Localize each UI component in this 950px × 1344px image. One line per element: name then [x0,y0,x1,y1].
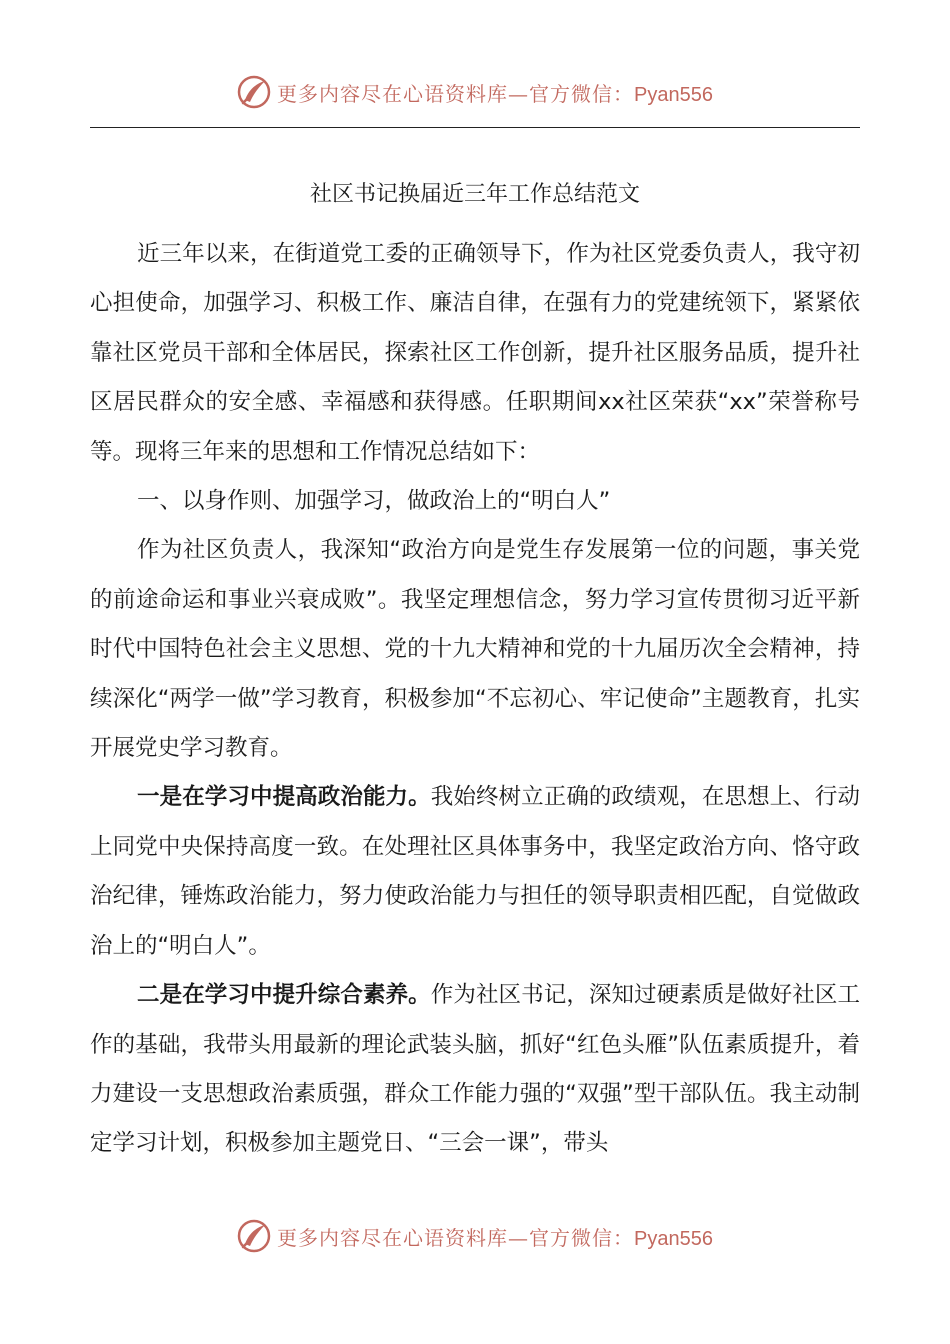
watermark-separator: — [508,81,530,106]
ink-brush-logo-icon [237,1219,271,1253]
point-2-paragraph [90,971,860,1169]
document-body [90,170,860,1169]
point-1-paragraph [90,773,860,971]
watermark-contact-label: 官方微信： [529,1225,635,1250]
watermark-text [277,78,713,107]
ink-brush-logo-icon [237,75,271,109]
point-1-text: 我始终树立正确的政绩观，在思想上、行动上同党中央保持高度一致。在处理社区具体事务中，我坚定政治方向、恪守政治纪律，锤炼政治能力，努力使政治能力与担任的领导职责相匹配，自觉做政治上的“明白人”。 [90,784,860,959]
header-divider [90,127,860,128]
header-watermark [0,70,950,114]
watermark-wechat-id: Pyan556 [634,83,713,106]
watermark-contact-label: 官方微信： [529,81,635,106]
watermark-brand: 更多内容尽在心语资料库 [277,81,509,106]
page-title: 社区书记换届近三年工作总结范文 [309,182,640,207]
intro-paragraph: 近三年以来，在街道党工委的正确领导下，作为社区党委负责人，我守初心担使命，加强学习、积极工作、廉洁自律，在强有力的党建统领下，紧紧依靠社区党员干部和全体居民，探索社区工作创新，提升社区服务品质，提升社区居民群众的安全感、幸福感和获得感。任职期间xx社区荣获“xx”荣誉称号等。现将三年来的思想和工作情况总结如下： [90,241,860,465]
watermark-text [277,1222,713,1251]
watermark-separator: — [508,1225,530,1250]
footer-watermark [0,1214,950,1258]
section-1-paragraph: 作为社区负责人，我深知“政治方向是党生存发展第一位的问题，事关党的前途命运和事业兴衰成败”。我坚定理想信念，努力学习宣传贯彻习近平新时代中国特色社会主义思想、党的十九大精神和党的十九届历次全会精神，持续深化“两学一做”学习教育，积极参加“不忘初心、牢记使命”主题教育，扎实开展党史学习教育。 [90,537,860,762]
point-1-lead: 一是在学习中提高政治能力。 [137,784,431,811]
point-2-lead: 二是在学习中提升综合素养。 [137,982,431,1009]
watermark-wechat-id: Pyan556 [634,1227,713,1250]
point-2-text: 作为社区书记，深知过硬素质是做好社区工作的基础，我带头用最新的理论武装头脑，抓好“红色头雁”队伍素质提升，着力建设一支思想政治素质强，群众工作能力强的“双强”型干部队伍。我主动制定学习计划，积极参加主题党日、“三会一课”，带头 [90,982,860,1157]
section-heading-1: 一、以身作则、加强学习，做政治上的“明白人” [137,488,611,515]
watermark-brand: 更多内容尽在心语资料库 [277,1225,509,1250]
